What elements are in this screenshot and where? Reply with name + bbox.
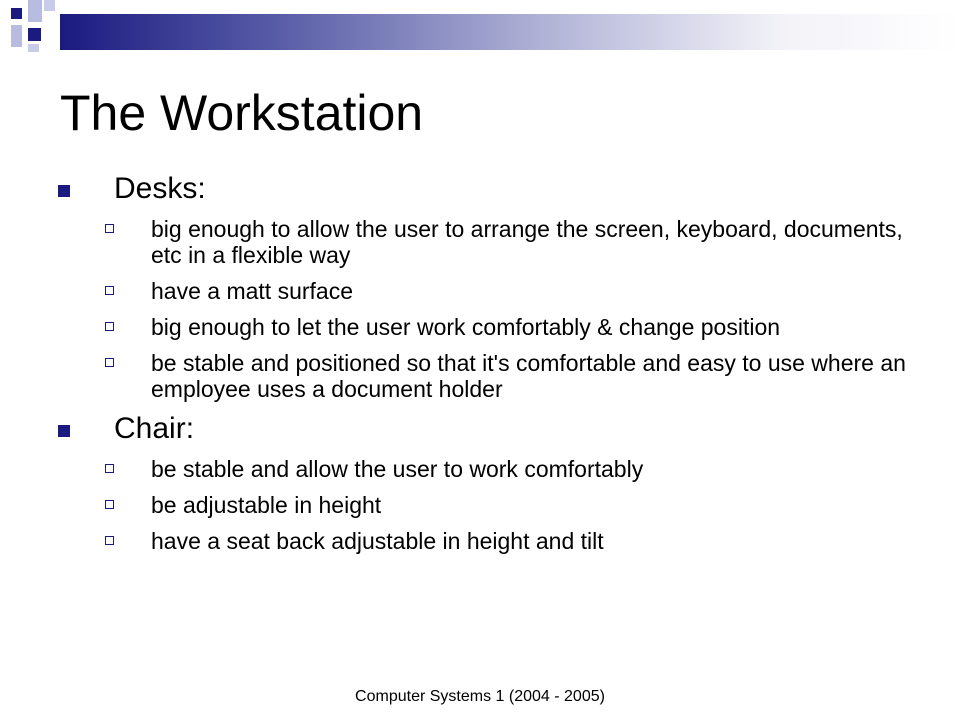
bullet-list <box>50 216 930 402</box>
list-item-text: be adjustable in height <box>151 492 382 518</box>
section-heading <box>50 412 930 446</box>
hollow-square-icon <box>105 286 114 295</box>
header-decoration <box>0 0 960 60</box>
decor-square <box>28 28 41 41</box>
hollow-square-icon <box>105 322 114 331</box>
slide-content <box>50 172 930 564</box>
list-item <box>50 528 930 554</box>
decor-square <box>44 0 55 11</box>
section-desks <box>50 172 930 402</box>
section-heading <box>50 172 930 206</box>
hollow-square-icon <box>105 500 114 509</box>
decor-square <box>11 8 22 19</box>
list-item-text: be stable and allow the user to work comfortably <box>151 456 644 482</box>
filled-square-icon <box>58 425 70 437</box>
slide-title: The Workstation <box>60 85 424 141</box>
decor-square <box>28 44 39 52</box>
decor-square <box>28 0 42 22</box>
section-heading-text: Desks: <box>114 172 206 205</box>
hollow-square-icon <box>105 358 114 367</box>
filled-square-icon <box>58 185 70 197</box>
list-item <box>50 216 930 268</box>
section-chair <box>50 412 930 554</box>
list-item <box>50 456 930 482</box>
decor-square <box>11 25 22 47</box>
list-item <box>50 350 930 402</box>
hollow-square-icon <box>105 536 114 545</box>
slide-footer: Computer Systems 1 (2004 - 2005) <box>355 688 605 705</box>
list-item <box>50 314 930 340</box>
list-item <box>50 278 930 304</box>
list-item-text: big enough to let the user work comfortably & change position <box>151 314 781 340</box>
list-item-text: be stable and positioned so that it's comfortable and easy to use where an employee uses a document holder <box>151 350 906 402</box>
header-gradient-bar <box>60 14 960 50</box>
list-item-text: have a matt surface <box>151 278 353 304</box>
list-item-text: big enough to allow the user to arrange the screen, keyboard, documents, etc in a flexible way <box>151 216 903 268</box>
list-item <box>50 492 930 518</box>
hollow-square-icon <box>105 224 114 233</box>
hollow-square-icon <box>105 464 114 473</box>
list-item-text: have a seat back adjustable in height and tilt <box>151 528 604 554</box>
bullet-list <box>50 456 930 554</box>
section-heading-text: Chair: <box>114 412 195 445</box>
